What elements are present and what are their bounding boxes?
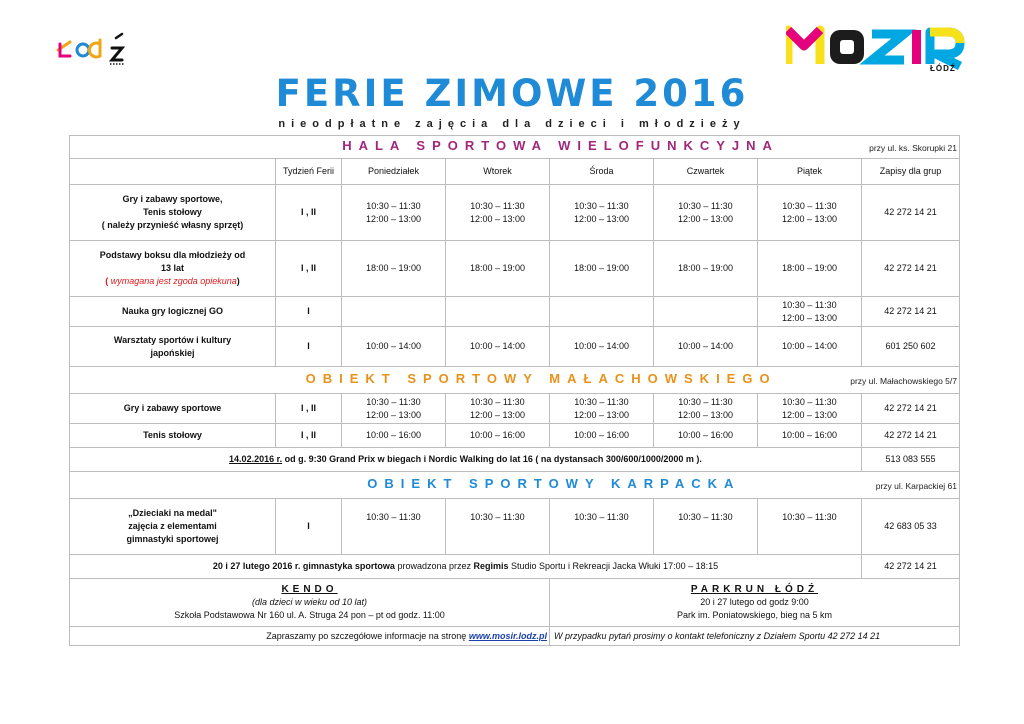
phone-cell: 513 083 555 <box>862 448 960 472</box>
time-cell: 10:30 – 11:30 12:00 – 13:00 <box>758 185 862 241</box>
parkrun-title: PARKRUN ŁÓDŹ <box>690 584 819 595</box>
website-link[interactable]: www.mosir.lodz.pl <box>468 630 547 641</box>
footer-left: Zapraszamy po szczegółowe informacje na stronę www.mosir.lodz.pl <box>70 627 550 646</box>
activity-name: Tenis stołowy <box>70 424 276 448</box>
time-cell: 18:00 – 19:00 <box>654 241 758 297</box>
week-cell: I , II <box>276 394 342 424</box>
kendo-place: Szkoła Podstawowa Nr 160 ul. A. Struga 24 pon – pt od godz. 11:00 <box>174 610 445 620</box>
footer-right: W przypadku pytań prosimy o kontakt telefoniczny z Działem Sportu 42 272 14 21 <box>550 627 960 646</box>
activity-name: Gry i zabawy sportowe, Tenis stołowy ( należy przynieść własny sprzęt) <box>70 185 276 241</box>
time-cell: 10:00 – 16:00 <box>654 424 758 448</box>
phone-cell: 42 683 05 33 <box>862 499 960 555</box>
time-cell: 10:30 – 11:30 12:00 – 13:00 <box>550 185 654 241</box>
activity-name: Warsztaty sportów i kultury japońskiej <box>70 327 276 367</box>
time-cell: 10:30 – 11:30 12:00 – 13:00 <box>654 394 758 424</box>
event-gymnastics: 20 i 27 lutego 2016 r. gimnastyka sportowa prowadzona przez Regimis Studio Sportu i Rekreacji Jacka Włuki 17:00 – 18:15 <box>70 555 862 579</box>
phone-cell: 42 272 14 21 <box>862 394 960 424</box>
kendo-title: KENDO <box>281 584 338 595</box>
week-cell: I , II <box>276 185 342 241</box>
phone-cell: 42 272 14 21 <box>862 555 960 579</box>
time-cell: 10:00 – 16:00 <box>342 424 446 448</box>
time-cell: 18:00 – 19:00 <box>758 241 862 297</box>
week-cell: I <box>276 499 342 555</box>
section-karpacka-header <box>70 472 960 499</box>
week-cell: I , II <box>276 241 342 297</box>
mosir-logo-subtext: ŁÓDŹ <box>930 64 956 73</box>
header-day: Poniedziałek <box>342 159 446 185</box>
week-cell: I <box>276 327 342 367</box>
time-cell: 10:30 – 11:30 12:00 – 13:00 <box>342 185 446 241</box>
phone-cell: 601 250 602 <box>862 327 960 367</box>
time-cell: 10:30 – 11:30 12:00 – 13:00 <box>446 185 550 241</box>
header-day: Środa <box>550 159 654 185</box>
time-cell: 10:30 – 11:30 12:00 – 13:00 <box>446 394 550 424</box>
time-cell: 10:00 – 16:00 <box>758 424 862 448</box>
header-contact: Zapisy dla grup <box>862 159 960 185</box>
guardian-consent-note: wymagana jest zgoda opiekuna <box>110 276 237 286</box>
table-header-row <box>70 159 960 185</box>
table-row <box>70 327 960 367</box>
table-row <box>70 241 960 297</box>
time-cell: 10:30 – 11:30 <box>654 499 758 555</box>
event-grand-prix-row <box>70 448 960 472</box>
time-cell: 10:30 – 11:30 12:00 – 13:00 <box>758 297 862 327</box>
time-cell: 18:00 – 19:00 <box>550 241 654 297</box>
activity-name: Gry i zabawy sportowe <box>70 394 276 424</box>
time-cell: 10:30 – 11:30 12:00 – 13:00 <box>550 394 654 424</box>
kendo-note: (dla dzieci w wieku od 10 lat) <box>251 597 368 607</box>
week-cell: I <box>276 297 342 327</box>
table-row <box>70 297 960 327</box>
time-cell: 10:30 – 11:30 <box>758 499 862 555</box>
time-cell: 10:30 – 11:30 12:00 – 13:00 <box>758 394 862 424</box>
page-subtitle: nieodpłatne zajęcia dla dzieci i młodzieży <box>278 118 746 130</box>
section-address: przy ul. Karpackiej 61 <box>875 481 957 491</box>
event-gymnastics-row <box>70 555 960 579</box>
phone-cell: 42 272 14 21 <box>862 424 960 448</box>
section-hala-header <box>70 136 960 159</box>
time-cell: 10:30 – 11:30 12:00 – 13:00 <box>342 394 446 424</box>
table-row <box>70 185 960 241</box>
table-row <box>70 499 960 555</box>
section-address: przy ul. ks. Skorupki 21 <box>869 143 957 153</box>
footer-row <box>70 627 960 646</box>
time-cell: 10:00 – 16:00 <box>446 424 550 448</box>
time-cell: 10:00 – 14:00 <box>550 327 654 367</box>
section-title: OBIEKT SPORTOWY KARPACKA <box>367 476 741 491</box>
event-grand-prix: 14.02.2016 r. od g. 9:30 Grand Prix w biegach i Nordic Walking do lat 16 ( na dystansach 300/600/1000/2000 m ). <box>70 448 862 472</box>
section-malachowskiego-header <box>70 367 960 394</box>
header-day: Czwartek <box>654 159 758 185</box>
phone-cell: 42 272 14 21 <box>862 185 960 241</box>
section-title: OBIEKT SPORTOWY MAŁACHOWSKIEGO <box>305 371 777 386</box>
activity-name: Nauka gry logicznej GO <box>70 297 276 327</box>
page-title: FERIE ZIMOWE 2016 <box>275 72 749 115</box>
activity-name: „Dzieciaki na medal" zajęcia z elementami gimnastyki sportowej <box>70 499 276 555</box>
schedule-table <box>69 135 960 646</box>
time-cell: 18:00 – 19:00 <box>342 241 446 297</box>
time-cell: 10:00 – 14:00 <box>342 327 446 367</box>
table-row <box>70 394 960 424</box>
parkrun-date: 20 i 27 lutego od godz 9:00 <box>700 597 809 607</box>
parkrun-place: Park im. Poniatowskiego, bieg na 5 km <box>676 610 833 620</box>
table-row <box>70 424 960 448</box>
phone-cell: 42 272 14 21 <box>862 241 960 297</box>
section-address: przy ul. Małachowskiego 5/7 <box>850 376 957 386</box>
time-cell: 10:00 – 14:00 <box>654 327 758 367</box>
time-cell: 10:30 – 11:30 <box>342 499 446 555</box>
time-cell: 10:30 – 11:30 <box>446 499 550 555</box>
phone-cell: 42 272 14 21 <box>862 297 960 327</box>
time-cell: 10:00 – 14:00 <box>758 327 862 367</box>
week-cell: I , II <box>276 424 342 448</box>
lodz-city-logo <box>50 28 130 68</box>
activity-name: Podstawy boksu dla młodzieży od 13 lat ( wymagana jest zgoda opiekuna) <box>70 241 276 297</box>
header-week: Tydzień Ferii <box>276 159 342 185</box>
time-cell: 10:00 – 14:00 <box>446 327 550 367</box>
header-day: Wtorek <box>446 159 550 185</box>
time-cell: 10:30 – 11:30 <box>550 499 654 555</box>
header-day: Piątek <box>758 159 862 185</box>
section-title: HALA SPORTOWA WIELOFUNKCYJNA <box>342 138 779 153</box>
kendo-block <box>70 579 550 627</box>
time-cell: 10:30 – 11:30 12:00 – 13:00 <box>654 185 758 241</box>
time-cell: 18:00 – 19:00 <box>446 241 550 297</box>
extra-activities-row <box>70 579 960 627</box>
time-cell: 10:00 – 16:00 <box>550 424 654 448</box>
parkrun-block <box>550 579 960 627</box>
